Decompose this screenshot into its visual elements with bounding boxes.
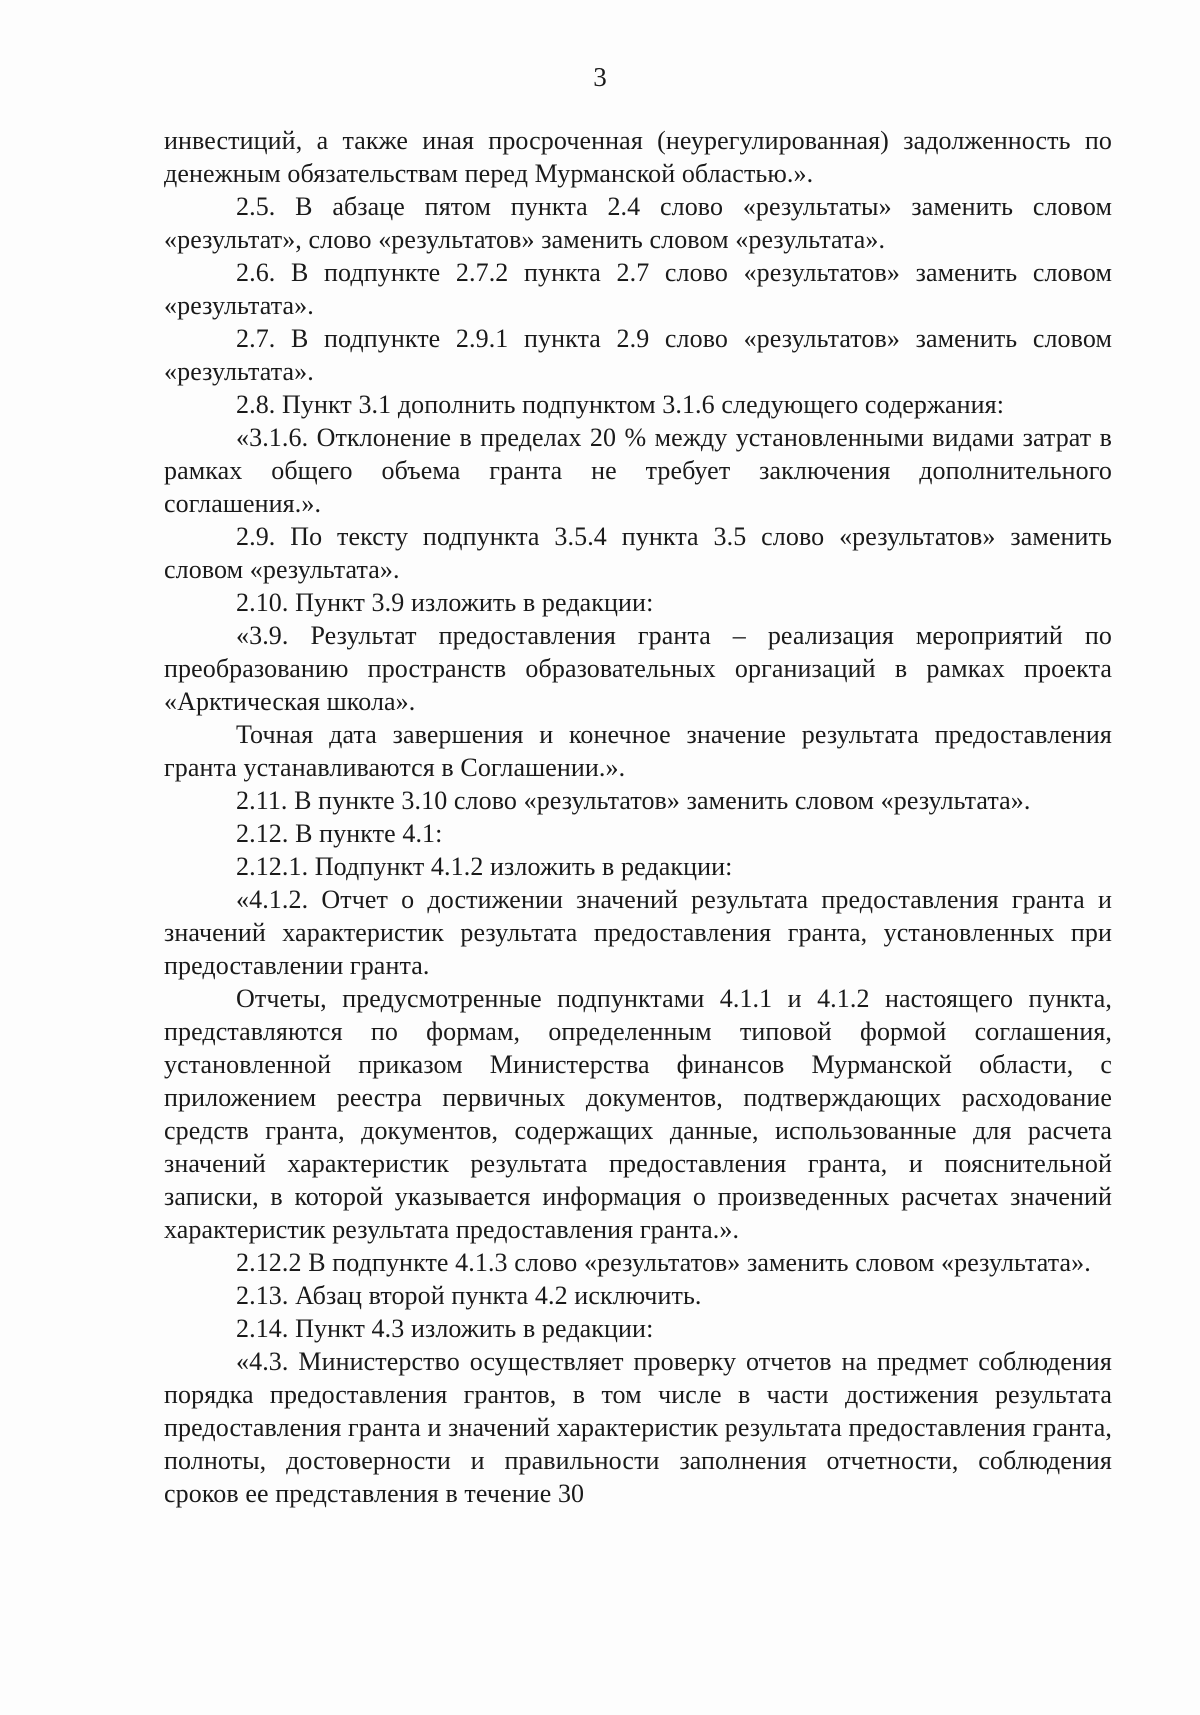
paragraph: «4.1.2. Отчет о достижении значений результата предоставления гранта и значений характеристик результата предоставления гранта, установленных при предоставлении гранта. [164,885,1112,980]
paragraph: 2.12.2 В подпункте 4.1.3 слово «результатов» заменить словом «результата». [236,1248,1091,1277]
paragraph: 2.10. Пункт 3.9 изложить в редакции: [236,588,654,617]
paragraph: Точная дата завершения и конечное значение результата предоставления гранта устанавливаются в Соглашении.». [164,720,1112,782]
paragraph: 2.11. В пункте 3.10 слово «результатов» заменить словом «результата». [236,786,1031,815]
paragraph: 2.5. В абзаце пятом пункта 2.4 слово «результаты» заменить словом «результат», слово «результатов» заменить словом «результата». [164,192,1112,254]
paragraph: «3.1.6. Отклонение в пределах 20 % между установленными видами затрат в рамках общего объема гранта не требует заключения дополнительного соглашения.». [164,423,1112,518]
paragraph: 2.9. По тексту подпункта 3.5.4 пункта 3.5 слово «результатов» заменить словом «результата». [164,522,1112,584]
paragraph: 2.13. Абзац второй пункта 4.2 исключить. [236,1281,702,1310]
paragraph: инвестиций, а также иная просроченная (неурегулированная) задолженность по денежным обязательствам перед Мурманской областью.». [164,126,1112,188]
paragraph: «4.3. Министерство осуществляет проверку отчетов на предмет соблюдения порядка предоставления грантов, в том числе в части достижения результата предоставления гранта и значений характеристик результата предоставления гранта, полноты, достоверности и правильности заполнения отчетности, соблюдения сроков ее представления в течение 30 [164,1347,1112,1508]
paragraph: 2.7. В подпункте 2.9.1 пункта 2.9 слово «результатов» заменить словом «результата». [164,324,1112,386]
document-body [164,124,1112,1510]
paragraph: 2.14. Пункт 4.3 изложить в редакции: [236,1314,654,1343]
paragraph: Отчеты, предусмотренные подпунктами 4.1.1 и 4.1.2 настоящего пункта, представляются по формам, определенным типовой формой соглашения, установленной приказом Министерства финансов Мурманской области, с приложением реестра первичных документов, подтверждающих расходование средств гранта, документов, содержащих данные, использованные для расчета значений характеристик результата предоставления гранта, и пояснительной записки, в которой указывается информация о произведенных расчетах значений характеристик результата предоставления гранта.». [164,984,1112,1244]
paragraph: 2.6. В подпункте 2.7.2 пункта 2.7 слово «результатов» заменить словом «результата». [164,258,1112,320]
paragraph: «3.9. Результат предоставления гранта – реализация мероприятий по преобразованию пространств образовательных организаций в рамках проекта «Арктическая школа». [164,621,1112,716]
paragraph: 2.12. В пункте 4.1: [236,819,443,848]
page-number: 3 [593,62,607,92]
paragraph: 2.8. Пункт 3.1 дополнить подпунктом 3.1.6 следующего содержания: [236,390,1005,419]
paragraph: 2.12.1. Подпункт 4.1.2 изложить в редакции: [236,852,733,881]
